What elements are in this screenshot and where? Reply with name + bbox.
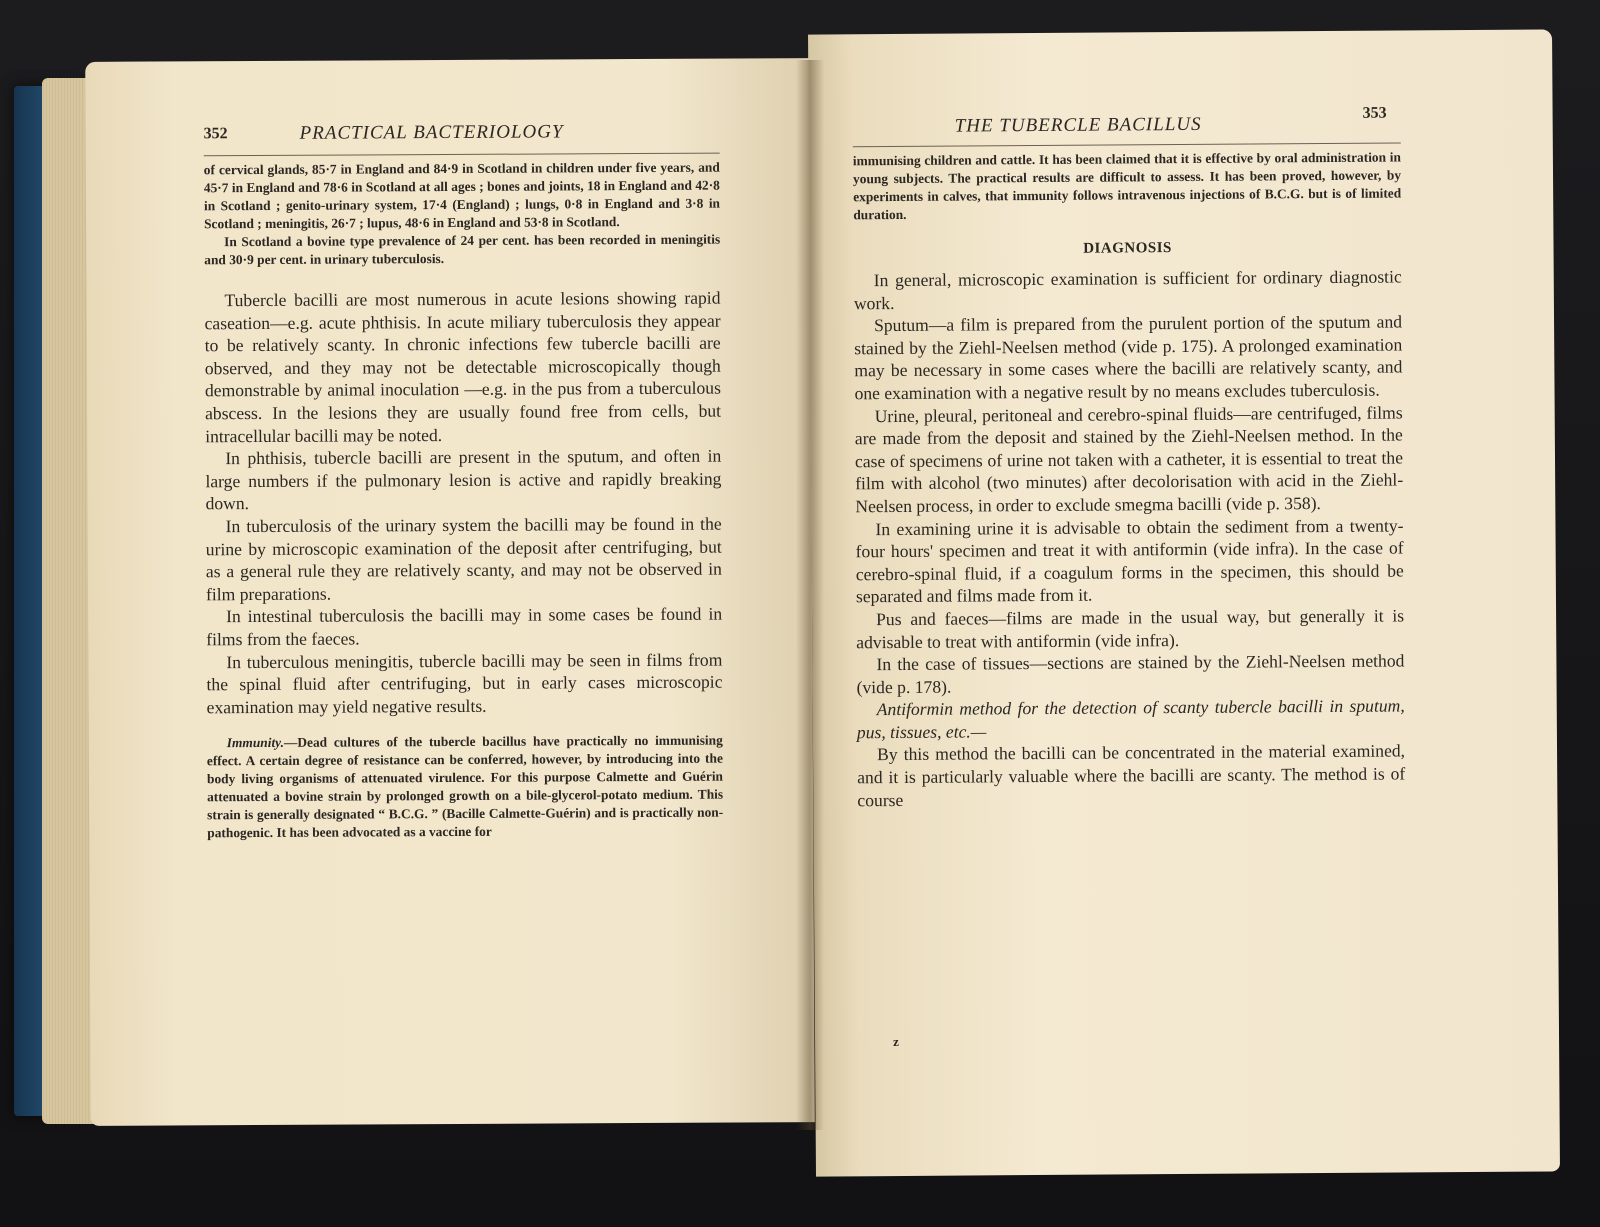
right-small-para: immunising children and cattle. It has been claimed that it is effective by oral administration in young subjects. The practical results are difficult to assess. It has been proved, however, by experiments in calves, that immunity follows intravenous injections of B.C.G. but is of limited duration.	[852, 149, 1402, 223]
right-small-text	[853, 148, 1401, 224]
right-body-para-1: In general, microscopic examination is sufficient for ordinary diagnostic work.	[853, 266, 1402, 313]
signature-mark: z	[893, 1034, 899, 1050]
right-body-text	[854, 265, 1406, 811]
left-body-para-4: In intestinal tuberculosis the bacilli may in some cases be found in films from the faeces.	[206, 603, 723, 650]
right-page	[808, 29, 1560, 1176]
left-small-para-2: In Scotland a bovine type prevalence of 24 per cent. has been recorded in meningitis and 30·9 per cent. in urinary tuberculosis.	[204, 231, 721, 268]
left-running-head: PRACTICAL BACTERIOLOGY	[299, 121, 564, 144]
right-body-para-2: Sputum—a film is prepared from the purulent portion of the sputum and stained by the Ziehl-Neelsen method (vide p. 175). A prolonged examination may be necessary in some cases where the bacilli are relatively scanty, and one examination with a negative result by no means excludes tuberculosis.	[854, 311, 1403, 404]
right-text-column	[853, 148, 1406, 811]
left-body-para-3: In tuberculosis of the urinary system the bacilli may be found in the urine by microscopic examination of the deposit after centrifuging, but as a general rule they are relatively scanty, and may not be observed in film preparations.	[205, 513, 722, 604]
left-body-para-1: Tubercle bacilli are most numerous in acute lesions showing rapid caseation—e.g. acute phthisis. In acute miliary tuberculosis they appear to be relatively scanty. In chronic infections few tubercle bacilli are observed, and they may not be detectable microscopically though demonstrable by animal inoculation —e.g. in the pus from a tuberculous abscess. In the lesions they are usually found free from cells, but intracellular bacilli may be noted.	[204, 287, 722, 446]
immunity-title: Immunity.	[226, 735, 284, 751]
diagnosis-heading: DIAGNOSIS	[1083, 240, 1172, 257]
left-small-text	[204, 159, 721, 270]
antiformin-heading: Antiformin method for the detection of scanty tubercle bacilli in sputum, pus, tissues, etc.—	[856, 695, 1405, 743]
left-body-para-5: In tuberculous meningitis, tubercle bacilli may be seen in films from the spinal fluid after centrifuging, but in early cases microscopic examination may yield negative results.	[206, 649, 723, 717]
right-header-rule	[853, 142, 1401, 147]
left-text-column	[204, 159, 724, 843]
right-final-para: By this method the bacilli can be concentrated in the material examined, and it is particularly valuable where the bacilli are scanty. The method is of course	[857, 740, 1406, 810]
left-page	[85, 58, 815, 1126]
left-immunity-note	[207, 732, 724, 843]
right-body-para-5: Pus and faeces—films are made in the usual way, but generally it is advisable to treat with antiformin (vide infra).	[856, 605, 1405, 652]
right-body-para-6: In the case of tissues—sections are stained by the Ziehl-Neelsen method (vide p. 178).	[856, 650, 1405, 697]
right-running-head: THE TUBERCLE BACILLUS	[954, 113, 1202, 137]
left-page-number: 352	[203, 125, 228, 143]
right-body-para-4: In examining urine it is advisable to obtain the sediment from a twenty-four hours' specimen and treat it with antiformin (vide infra). In the case of cerebro-spinal fluid, if a coagulum forms in the specimen, this should be separated and films made from it.	[855, 514, 1404, 607]
immunity-text: —Dead cultures of the tubercle bacillus have practically no immunising effect. A certain degree of resistance can be conferred, however, by introducing into the body living organisms of attenuated virulence. For this purpose Calmette and Guérin attenuated a bovine strain by prolonged growth on a bile-glycerol-potato medium. This strain is generally designated “ B.C.G. ” (Bacille Calmette-Guérin) and is practically non-pathogenic. It has been advocated as a vaccine for	[206, 732, 724, 841]
book-gutter	[796, 60, 824, 1130]
left-small-para-1: of cervical glands, 85·7 in England and 84·9 in Scotland in children under five years, and 45·7 in England and 78·6 in Scotland at all ages ; bones and joints, 18 in England and 42·8 in Scotland ; genito-urinary system, 17·4 (England) ; lungs, 0·8 in England and 3·8 in Scotland ; meningitis, 26·7 ; lupus, 48·6 in England and 53·8 in Scotland.	[203, 159, 721, 232]
left-body-text	[204, 287, 722, 719]
left-body-para-2: In phthisis, tubercle bacilli are present in the sputum, and often in large numbers if the pulmonary lesion is active and rapidly breaking down.	[205, 445, 722, 514]
right-body-para-3: Urine, pleural, peritoneal and cerebro-spinal fluids—are centrifuged, films are made from the deposit and stained by the Ziehl-Neelsen method. In the case of specimens of urine not taken with a catheter, it is essential to treat the film with alcohol (two minutes) after decolorisation with acid in the Ziehl-Neelsen process, in order to exclude smegma bacilli (vide p. 358).	[854, 402, 1404, 517]
left-header-rule	[204, 153, 720, 157]
right-page-number: 353	[1362, 104, 1387, 122]
